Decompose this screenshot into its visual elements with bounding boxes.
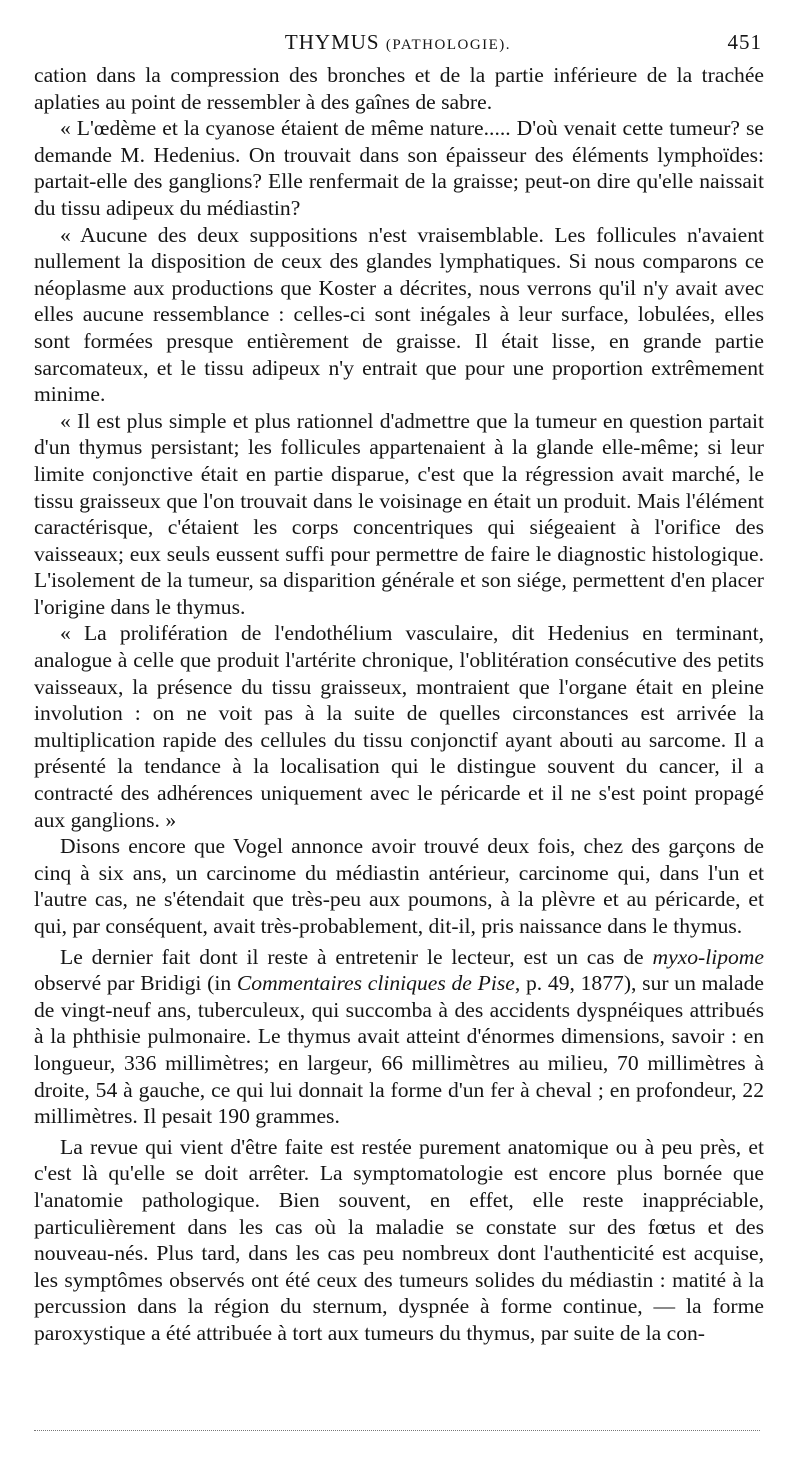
running-title-subtitle: (PATHOLOGIE).: [385, 37, 512, 53]
page-number: 451: [727, 30, 762, 54]
text-run: cation dans la compression des bronches et de la partie inférieure de la trachée aplaties au point de ressembler à des gaînes de sabre.: [34, 63, 764, 114]
paragraph: [34, 833, 764, 939]
running-header: [34, 30, 762, 56]
italic-term: myxo-lipome: [652, 944, 764, 969]
text-run: La revue qui vient d'être faite est restée purement anatomique ou à peu près, et c'est là qu'elle se doit arrêter. La symptomatologie est encore plus bornée que l'anatomie pathologique. Bien souvent, en effet, elle reste inappréciable, particulièrement dans les cas où la maladie se constate sur des fœtus et des nouveau-nés. Plus tard, dans les cas peu nombreux dont l'authenticité est acquise, les symptômes observés ont été ceux des tumeurs solides du médiastin : matité à la percussion dans la région du sternum, dyspnée à forme continue, — la forme paroxystique a été attribuée à tort aux tumeurs du thymus, par suite de la con-: [34, 1134, 764, 1345]
text-run: Le dernier fait dont il reste à entretenir le lecteur, est un cas de: [60, 944, 653, 969]
body-text: [34, 62, 764, 1347]
text-run: Disons encore que Vogel annonce avoir trouvé deux fois, chez des garçons de cinq à six ans, un carcinome du médiastin antérieur, carcinome qui, dans l'un et l'autre cas, ne s'étendait que très-peu aux poumons, à la plèvre et au péricarde, et qui, par conséquent, avait très-probablement, dit-il, pris naissance dans le thymus.: [34, 834, 764, 938]
paragraph: [34, 1134, 764, 1347]
italic-title: Commentaires cliniques de Pise: [236, 971, 515, 996]
footer-dotted-rule: [34, 1430, 760, 1431]
paragraph: [34, 408, 764, 621]
text-run: , p. 49, 1877), sur un malade de vingt-neuf ans, tuberculeux, qui succomba à des accidents dyspnéiques attribués à la phthisie pulmonaire. Le thymus avait atteint d'énormes dimensions, savoir : en longueur, 336 millimètres; en largeur, 66 millimètres au milieu, 70 millimètres à droite, 54 à gauche, ce qui lui donnait la forme d'un fer à cheval ; en profondeur, 22 millimètres. Il pesait 190 grammes.: [34, 971, 764, 1129]
running-title-main: THYMUS: [284, 30, 380, 54]
text-run: « Il est plus simple et plus rationnel d'admettre que la tumeur en question partait d'un thymus persistant; les follicules appartenaient à la glande elle-même; si leur limite conjonctive était en partie disparue, c'est que la régression avait marché, le tissu graisseux que l'on trouvait dans le voisinage en était un produit. Mais l'élément caractérisque, c'étaient les corps concentriques qui siégeaient à l'orifice des vaisseaux; eux seuls eussent suffi pour permettre de faire le diagnostic histologique. L'isolement de la tumeur, sa disparition générale et son siége, permettent d'en placer l'origine dans le thymus.: [34, 408, 764, 619]
paragraph: [34, 115, 764, 221]
paragraph: [34, 620, 764, 833]
text-run: « Aucune des deux suppositions n'est vraisemblable. Les follicules n'avaient nullement la disposition de ceux des glandes lymphatiques. Si nous comparons ce néoplasme aux productions que Koster a décrites, nous verrons qu'il n'y avait avec elles aucune ressemblance : celles-ci sont inégales à leur surface, lobulées, elles sont formées presque entièrement de graisse. Il était lisse, en grande partie sarcomateux, et le tissu adipeux n'y entrait que pour une proportion extrêmement minime.: [34, 222, 764, 407]
text-run: observé par Bridigi (in: [34, 971, 237, 996]
paragraph: [34, 944, 764, 1130]
text-run: « L'œdème et la cyanose étaient de même nature..... D'où venait cette tumeur? se demande M. Hedenius. On trouvait dans son épaisseur des éléments lymphoïdes: partait-elle des ganglions? Elle renfermait de la graisse; peut-on dire qu'elle naissait du tissu adipeux du médiastin?: [34, 116, 764, 220]
running-title: [34, 30, 762, 55]
paragraph: [34, 62, 764, 115]
paragraph: [34, 222, 764, 408]
text-run: « La prolifération de l'endothélium vasculaire, dit Hedenius en terminant, analogue à celle que produit l'artérite chronique, l'oblitération consécutive des petits vaisseaux, la présence du tissu graisseux, montraient que l'organe était en pleine involution : on ne voit pas à la suite de quelles circonstances est arrivée la multiplication rapide des cellules du tissu conjonctif ayant abouti au sarcome. Il a présenté la tendance à la localisation qui le distingue souvent du cancer, il a contracté des adhérences uniquement avec le péricarde et il ne s'est point propagé aux ganglions. »: [34, 621, 764, 832]
